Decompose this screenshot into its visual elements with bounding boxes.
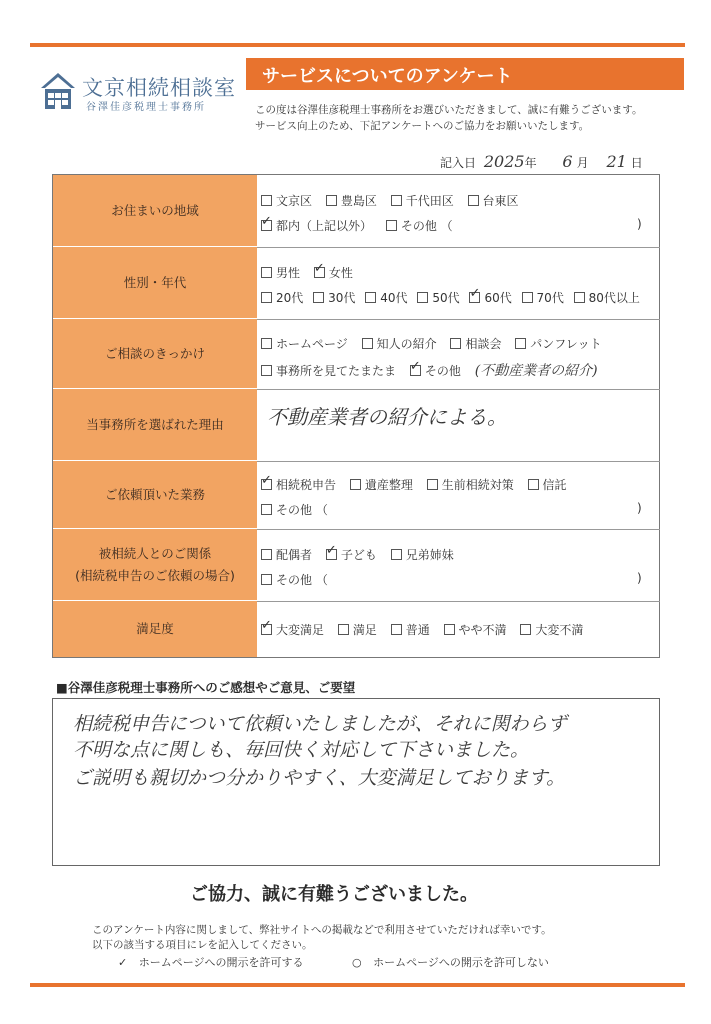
house-logo-icon	[40, 72, 76, 110]
checkbox-icon	[391, 549, 402, 560]
opt-relation-other[interactable]: その他 （	[261, 571, 328, 588]
age-options	[261, 289, 640, 306]
trigger-options-2	[261, 360, 598, 380]
opt-60s[interactable]: ✓ 60代	[469, 289, 511, 306]
opt-chiyoda[interactable]: 千代田区	[391, 192, 454, 209]
checked-checkbox-icon	[261, 220, 272, 231]
row-divider	[257, 319, 660, 320]
opt-tonai[interactable]: ✓都内（上記以外）	[261, 217, 372, 234]
opt-80s[interactable]: 80代以上	[574, 289, 640, 306]
logo-main-text: 文京相続相談室	[82, 76, 236, 100]
checkbox-icon	[515, 338, 526, 349]
consent-allow[interactable]	[118, 954, 304, 970]
row-divider	[257, 389, 660, 390]
bottom-orange-rule	[30, 983, 685, 987]
checkbox-icon	[338, 624, 349, 635]
relation-options-2	[261, 571, 338, 588]
consent-allow-label: ホームページへの開示を許可する	[138, 956, 304, 969]
relation-label-2: (相続税申告のご依頼の場合)	[75, 567, 235, 583]
date-month-unit: 月	[576, 156, 589, 170]
checkbox-icon	[468, 195, 479, 206]
checkbox-icon	[365, 292, 376, 303]
checkbox-icon	[574, 292, 585, 303]
comment-line-2: 不明な点に関しも、毎回快く対応して下さいました。	[73, 739, 530, 761]
checkbox-icon	[427, 479, 438, 490]
opt-satisfied[interactable]: 満足	[338, 621, 377, 638]
checkbox-icon	[391, 195, 402, 206]
checkbox-icon	[261, 292, 272, 303]
opt-50s[interactable]: 50代	[417, 289, 459, 306]
consent-deny-label: ホームページへの開示を許可しない	[373, 956, 549, 969]
service-label: ご依頼頂いた業務	[53, 461, 257, 529]
date-year[interactable]: 2025	[483, 152, 525, 171]
opt-child[interactable]: ✓ 子ども	[326, 546, 377, 563]
consent-deny[interactable]	[352, 954, 549, 970]
opt-female[interactable]: ✓ 女性	[314, 264, 353, 281]
checked-checkbox-icon	[314, 267, 325, 278]
opt-other[interactable]: その他 （	[386, 217, 453, 234]
residence-options-2	[261, 217, 463, 234]
date-year-unit: 年	[524, 156, 537, 170]
opt-planning[interactable]: 生前相続対策	[427, 476, 514, 493]
opt-referral[interactable]: 知人の紹介	[362, 335, 437, 352]
checkbox-icon	[450, 338, 461, 349]
row-divider	[257, 529, 660, 530]
service-options-2	[261, 501, 338, 518]
checkbox-icon	[350, 479, 361, 490]
checkbox-icon	[261, 338, 272, 349]
relation-label-1: 被相続人とのご関係	[98, 545, 212, 561]
opt-bunkyo[interactable]: 文京区	[261, 192, 312, 209]
opt-estate[interactable]: 遺産整理	[350, 476, 413, 493]
checkbox-icon	[261, 574, 272, 585]
checkbox-icon	[391, 624, 402, 635]
thanks-message: ご協力、誠に有難うございました。	[190, 884, 478, 905]
row-divider	[257, 247, 660, 248]
trigger-options-1	[261, 335, 612, 352]
survey-form	[52, 174, 660, 658]
opt-tax-filing[interactable]: ✓相続税申告	[261, 476, 336, 493]
opt-toshima[interactable]: 豊島区	[326, 192, 377, 209]
opt-sibling[interactable]: 兄弟姉妹	[391, 546, 454, 563]
opt-taito[interactable]: 台東区	[468, 192, 519, 209]
circle-icon: ○	[352, 956, 362, 969]
trigger-label: ご相談のきっかけ	[53, 319, 257, 389]
residence-label: お住まいの地域	[53, 175, 257, 247]
opt-seminar[interactable]: 相談会	[450, 335, 501, 352]
residence-close-paren: )	[637, 217, 642, 231]
checked-checkbox-icon	[261, 624, 272, 635]
opt-walkin[interactable]: 事務所を見てたまたま	[261, 362, 396, 379]
service-close-paren: )	[637, 501, 642, 515]
checkbox-icon	[520, 624, 531, 635]
gender-age-label: 性別・年代	[53, 247, 257, 319]
satisfaction-options	[261, 621, 593, 638]
checkbox-icon	[528, 479, 539, 490]
footer-note-1: このアンケート内容に関しまして、弊社サイトへの掲載などで利用させていただければ幸いです。	[92, 924, 552, 936]
opt-very-satisfied[interactable]: ✓ 大変満足	[261, 621, 324, 638]
top-orange-rule	[30, 43, 685, 47]
checkbox-icon	[386, 220, 397, 231]
footer-note-2: 以下の該当する項目にレを記入してください。	[92, 939, 313, 951]
page-title: サービスについてのアンケート	[262, 66, 513, 87]
checkbox-icon	[326, 195, 337, 206]
checkbox-icon	[261, 549, 272, 560]
checked-checkbox-icon	[261, 479, 272, 490]
satisfaction-label: 満足度	[53, 601, 257, 657]
opt-trigger-other[interactable]: ✓ その他	[410, 362, 461, 379]
date-label: 記入日	[440, 156, 477, 170]
date-month[interactable]: 6	[562, 152, 573, 171]
check-mark-icon: ✓	[118, 956, 128, 969]
checkbox-icon	[444, 624, 455, 635]
opt-male[interactable]: 男性	[261, 264, 300, 281]
residence-options-1	[261, 192, 529, 209]
relation-label	[53, 529, 257, 601]
logo-sub-text: 谷澤佳彦税理士事務所	[86, 102, 206, 113]
opt-20s[interactable]: 20代	[261, 289, 303, 306]
date-day[interactable]: 21	[606, 152, 627, 171]
relation-options-1	[261, 546, 464, 563]
checked-checkbox-icon	[469, 292, 480, 303]
reason-value[interactable]: 不動産業者の紹介による。	[267, 405, 507, 429]
comment-line-3: ご説明も親切かつ分かりやすく、大変満足しております。	[73, 767, 566, 789]
comments-heading: ■谷澤佳彦税理士事務所へのご感想やご意見、ご要望	[56, 680, 356, 695]
checkbox-icon	[261, 267, 272, 278]
opt-pamphlet[interactable]: パンフレット	[515, 335, 601, 352]
opt-40s[interactable]: 40代	[365, 289, 407, 306]
relation-close-paren: )	[637, 571, 642, 585]
reason-label: 当事務所を選ばれた理由	[53, 389, 257, 461]
opt-neutral[interactable]: 普通	[391, 621, 430, 638]
opt-service-other[interactable]: その他 （	[261, 501, 328, 518]
opt-70s[interactable]: 70代	[522, 289, 564, 306]
trigger-other-value[interactable]: (不動産業者の紹介)	[474, 363, 598, 379]
checkbox-icon	[261, 195, 272, 206]
checkbox-icon	[313, 292, 324, 303]
opt-homepage[interactable]: ホームページ	[261, 335, 348, 352]
row-divider	[257, 461, 660, 462]
checkbox-icon	[417, 292, 428, 303]
intro-line-1: この度は谷澤佳彦税理士事務所をお選びいただきまして、誠に有難うございます。	[255, 104, 643, 116]
opt-slightly-dissatisfied[interactable]: やや不満	[444, 621, 507, 638]
intro-line-2: サービス向上のため、下記アンケートへのご協力をお願いいたします。	[255, 120, 590, 132]
checkbox-icon	[261, 504, 272, 515]
opt-trust[interactable]: 信託	[528, 476, 567, 493]
comment-line-1: 相続税申告について依頼いたしましたが、それに関わらず	[73, 713, 567, 735]
date-day-unit: 日	[630, 156, 643, 170]
row-divider	[257, 601, 660, 602]
gender-options	[261, 264, 363, 281]
service-options-1	[261, 476, 577, 493]
checkbox-icon	[362, 338, 373, 349]
opt-very-dissatisfied[interactable]: 大変不満	[520, 621, 583, 638]
date-line	[440, 152, 643, 171]
opt-spouse[interactable]: 配偶者	[261, 546, 312, 563]
checkbox-icon	[522, 292, 533, 303]
comments-box[interactable]	[52, 698, 660, 866]
checkbox-icon	[261, 365, 272, 376]
opt-30s[interactable]: 30代	[313, 289, 355, 306]
checked-checkbox-icon	[410, 365, 421, 376]
checked-checkbox-icon	[326, 549, 337, 560]
